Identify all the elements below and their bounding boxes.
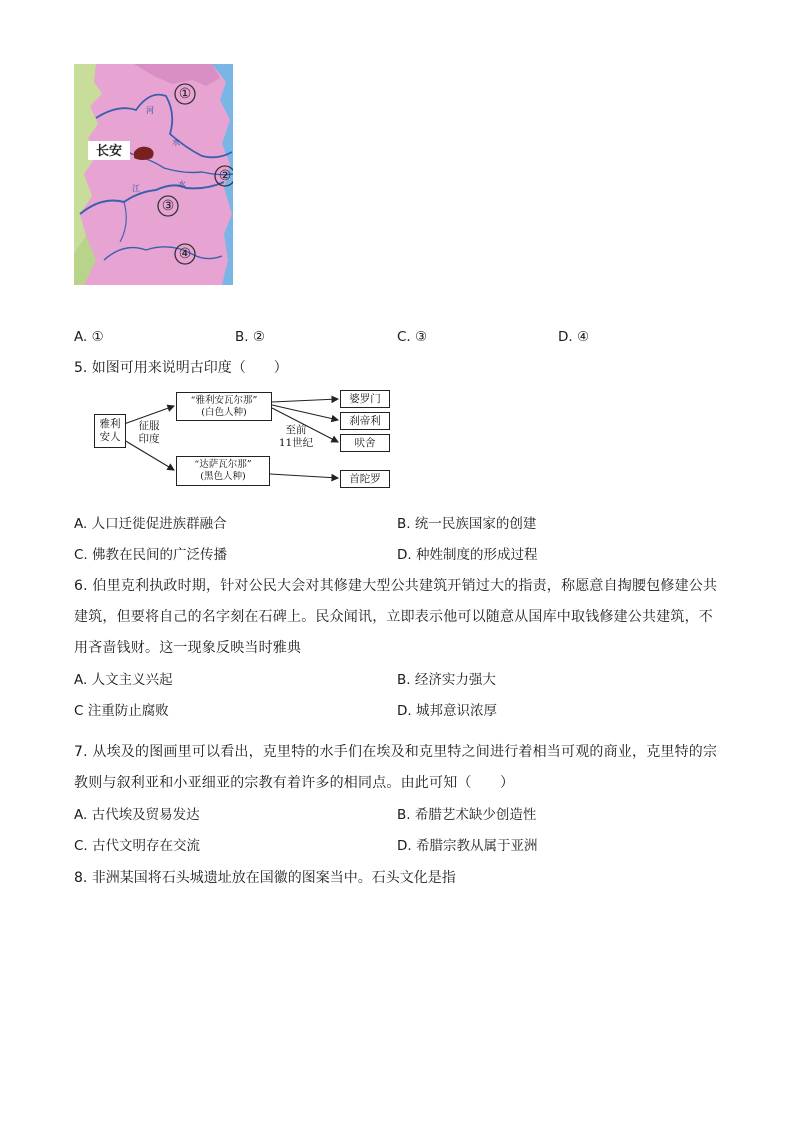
diagram-upper-box: “雅利安瓦尔那” (白色人种) (176, 392, 272, 421)
q6-option-c[interactable]: C 注重防止腐败 (74, 703, 169, 719)
q5-option-c[interactable]: C. 佛教在民间的广泛传播 (74, 547, 228, 563)
diagram-caste-4: 首陀罗 (340, 470, 390, 488)
map-river-label-4: 水 (178, 180, 186, 189)
q6-option-d[interactable]: D. 城邦意识浓厚 (397, 703, 497, 719)
q7-stem: 7. 从埃及的图画里可以看出，克里特的水手们在埃及和克里特之间进行着相当可观的商业，克里特的宗教则与叙利亚和小亚细亚的宗教有着许多的相同点。由此可知（ ） (74, 744, 718, 791)
q8-stem: 8. 非洲某国将石头城遗址放在国徽的图案当中。石头文化是指 (74, 870, 456, 886)
q7-option-a[interactable]: A. 古代埃及贸易发达 (74, 807, 200, 823)
q4-option-d[interactable]: D. ④ (558, 329, 590, 345)
diagram-period-label: 至前 11世纪 (278, 424, 314, 449)
q4-map-figure (74, 64, 233, 285)
q4-option-b[interactable]: B. ② (235, 329, 265, 345)
map-marker-2: ② (218, 168, 232, 184)
map-drawing (74, 64, 233, 285)
q5-stem: 5. 如图可用来说明古印度（ ） (74, 360, 288, 376)
map-river-label-2: 水 (172, 138, 180, 147)
diagram-caste-1: 婆罗门 (340, 390, 390, 408)
q5-option-a[interactable]: A. 人口迁徙促进族群融合 (74, 516, 227, 532)
q7-option-b[interactable]: B. 希腊艺术缺少创造性 (397, 807, 537, 823)
q5-caste-diagram (90, 388, 394, 492)
q4-option-c[interactable]: C. ③ (397, 329, 428, 345)
q6-stem: 6. 伯里克利执政时期，针对公民大会对其修建大型公共建筑开销过大的指责，称愿意自掏腰包修建公共建筑，但要将自己的名字刻在石碑上。民众闻讯，立即表示他可以随意从国库中取钱修建公共建筑，不用吝啬钱财。这一现象反映当时雅典 (74, 578, 718, 656)
q7-option-c[interactable]: C. 古代文明存在交流 (74, 838, 201, 854)
q5-option-d[interactable]: D. 种姓制度的形成过程 (397, 547, 538, 563)
q5-option-b[interactable]: B. 统一民族国家的创建 (397, 516, 537, 532)
diagram-caste-3: 吠舍 (340, 434, 390, 452)
q6-option-b[interactable]: B. 经济实力强大 (397, 672, 496, 688)
q7-option-d[interactable]: D. 希腊宗教从属于亚洲 (397, 838, 538, 854)
map-marker-3: ③ (161, 198, 175, 214)
diagram-lower-box: “达萨瓦尔那” (黑色人种) (176, 456, 270, 486)
map-city-label: 长安 (95, 143, 122, 158)
map-marker-1: ① (178, 86, 192, 102)
q4-option-a[interactable]: A. ① (74, 329, 104, 345)
map-river-label-1: 河 (146, 106, 154, 115)
diagram-action-label: 征服 印度 (138, 420, 160, 445)
diagram-caste-2: 刹帝利 (340, 412, 390, 430)
map-marker-4: ④ (178, 246, 192, 262)
map-river-label-3: 江 (132, 184, 140, 193)
q6-option-a[interactable]: A. 人文主义兴起 (74, 672, 173, 688)
diagram-source-box: 雅利 安人 (94, 414, 126, 448)
